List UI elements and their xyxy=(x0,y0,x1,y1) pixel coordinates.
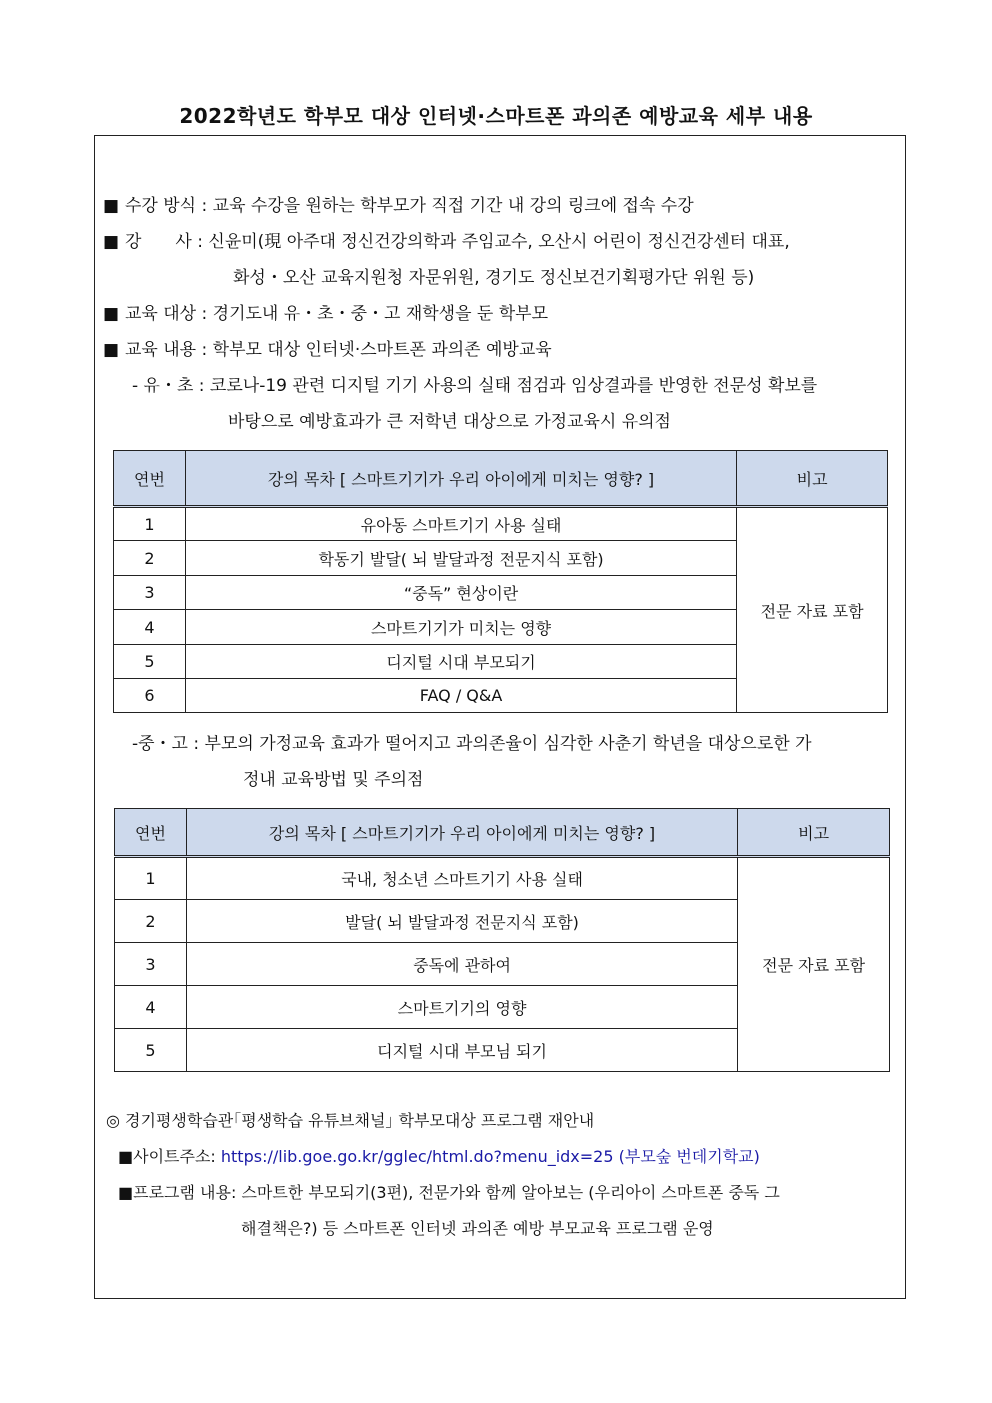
site-link[interactable]: https://lib.goe.go.kr/gglec/html.do?menu_idx=25 (부모숲 번데기학교) xyxy=(220,1147,760,1166)
row-topic: 디지털 시대 부모님 되기 xyxy=(186,1029,737,1072)
row-no: 6 xyxy=(114,679,186,713)
target-label: 교육 대상 : xyxy=(125,304,208,324)
elementary-line xyxy=(132,374,817,398)
row-no: 3 xyxy=(115,943,187,986)
site-label: ■사이트주소: xyxy=(118,1147,216,1166)
header-note: 비고 xyxy=(737,451,888,507)
secondary-text: 부모의 가정교육 효과가 떨어지고 과의존율이 심각한 사춘기 학년을 대상으로한 가 xyxy=(204,734,812,754)
row-no: 2 xyxy=(115,900,187,943)
program-line xyxy=(118,1181,780,1205)
row-no: 1 xyxy=(114,507,186,541)
elementary-toc-table xyxy=(113,450,888,713)
site-line xyxy=(118,1145,760,1169)
content-label: 교육 내용 : xyxy=(125,340,208,360)
elementary-text-2: 바탕으로 예방효과가 큰 저학년 대상으로 가정교육시 유의점 xyxy=(228,412,671,432)
header-no: 연번 xyxy=(115,809,187,857)
bullet-icon: ■ xyxy=(103,304,120,324)
row-topic: 스마트기기의 영향 xyxy=(186,986,737,1029)
row-topic: 중독에 관하여 xyxy=(186,943,737,986)
row-no: 4 xyxy=(115,986,187,1029)
row-topic: “중독” 현상이란 xyxy=(185,576,736,610)
row-no: 5 xyxy=(114,645,186,679)
row-topic: 발달( 뇌 발달과정 전문지식 포함) xyxy=(186,900,737,943)
header-topic: 강의 목차 [ 스마트기기가 우리 아이에게 미치는 영향? ] xyxy=(185,451,736,507)
row-note: 전문 자료 포함 xyxy=(738,857,890,1072)
secondary-toc-table xyxy=(114,808,890,1072)
program-label: ■프로그램 내용: xyxy=(118,1183,237,1202)
row-topic: FAQ / Q&A xyxy=(185,679,736,713)
method-text: 교육 수강을 원하는 학부모가 직접 기간 내 강의 링크에 접속 수강 xyxy=(212,196,694,216)
bullet-icon: ■ xyxy=(103,232,120,252)
bullet-icon: ■ xyxy=(103,340,120,360)
header-no: 연번 xyxy=(114,451,186,507)
row-no: 4 xyxy=(114,610,186,645)
content-line xyxy=(103,338,552,362)
program-text-2: 해결책은?) 등 스마트폰 인터넷 과의존 예방 부모교육 프로그램 운영 xyxy=(241,1219,714,1238)
row-no: 2 xyxy=(114,541,186,576)
row-topic: 국내, 청소년 스마트기기 사용 실태 xyxy=(186,857,737,900)
row-topic: 디지털 시대 부모되기 xyxy=(185,645,736,679)
lecturer-label: 강 사 : xyxy=(125,232,203,252)
method-line xyxy=(103,194,694,218)
header-note: 비고 xyxy=(738,809,890,857)
row-topic: 스마트기기가 미치는 영향 xyxy=(185,610,736,645)
elementary-text: 코로나-19 관련 디지털 기기 사용의 실태 점검과 임상결과를 반영한 전문성 확보를 xyxy=(209,376,818,396)
row-no: 3 xyxy=(114,576,186,610)
lecturer-text-2: 화성・오산 교육지원청 자문위원, 경기도 정신보건기획평가단 위원 등) xyxy=(233,268,755,288)
elementary-label: - 유・초 : xyxy=(132,376,205,396)
content-text: 학부모 대상 인터넷·스마트폰 과의존 예방교육 xyxy=(212,340,552,360)
target-text: 경기도내 유・초・중・고 재학생을 둔 학부모 xyxy=(212,304,549,324)
table-header-row xyxy=(114,451,888,507)
secondary-label: -중・고 : xyxy=(132,734,200,754)
target-line xyxy=(103,302,548,326)
row-no: 5 xyxy=(115,1029,187,1072)
row-note: 전문 자료 포함 xyxy=(737,507,888,713)
table-row xyxy=(114,507,888,541)
row-no: 1 xyxy=(115,857,187,900)
bullet-icon: ■ xyxy=(103,196,120,216)
header-topic: 강의 목차 [ 스마트기기가 우리 아이에게 미치는 영향? ] xyxy=(186,809,737,857)
program-text: 스마트한 부모되기(3편), 전문가와 함께 알아보는 (우리아이 스마트폰 중독 그 xyxy=(241,1183,780,1202)
page-title: 2022학년도 학부모 대상 인터넷·스마트폰 과의존 예방교육 세부 내용 xyxy=(179,104,813,128)
lecturer-text: 신윤미(現 아주대 정신건강의학과 주임교수, 오산시 어린이 정신건강센터 대표, xyxy=(208,232,790,252)
row-topic: 유아동 스마트기기 사용 실태 xyxy=(185,507,736,541)
notice-heading: ◎ 경기평생학습관｢평생학습 유튜브채널｣ 학부모대상 프로그램 재안내 xyxy=(106,1111,595,1130)
row-topic: 학동기 발달( 뇌 발달과정 전문지식 포함) xyxy=(185,541,736,576)
lecturer-line xyxy=(103,230,790,254)
secondary-line xyxy=(132,732,812,756)
table-header-row xyxy=(115,809,890,857)
method-label: 수강 방식 : xyxy=(125,196,208,216)
table-row xyxy=(115,857,890,900)
secondary-text-2: 정내 교육방법 및 주의점 xyxy=(243,770,424,790)
